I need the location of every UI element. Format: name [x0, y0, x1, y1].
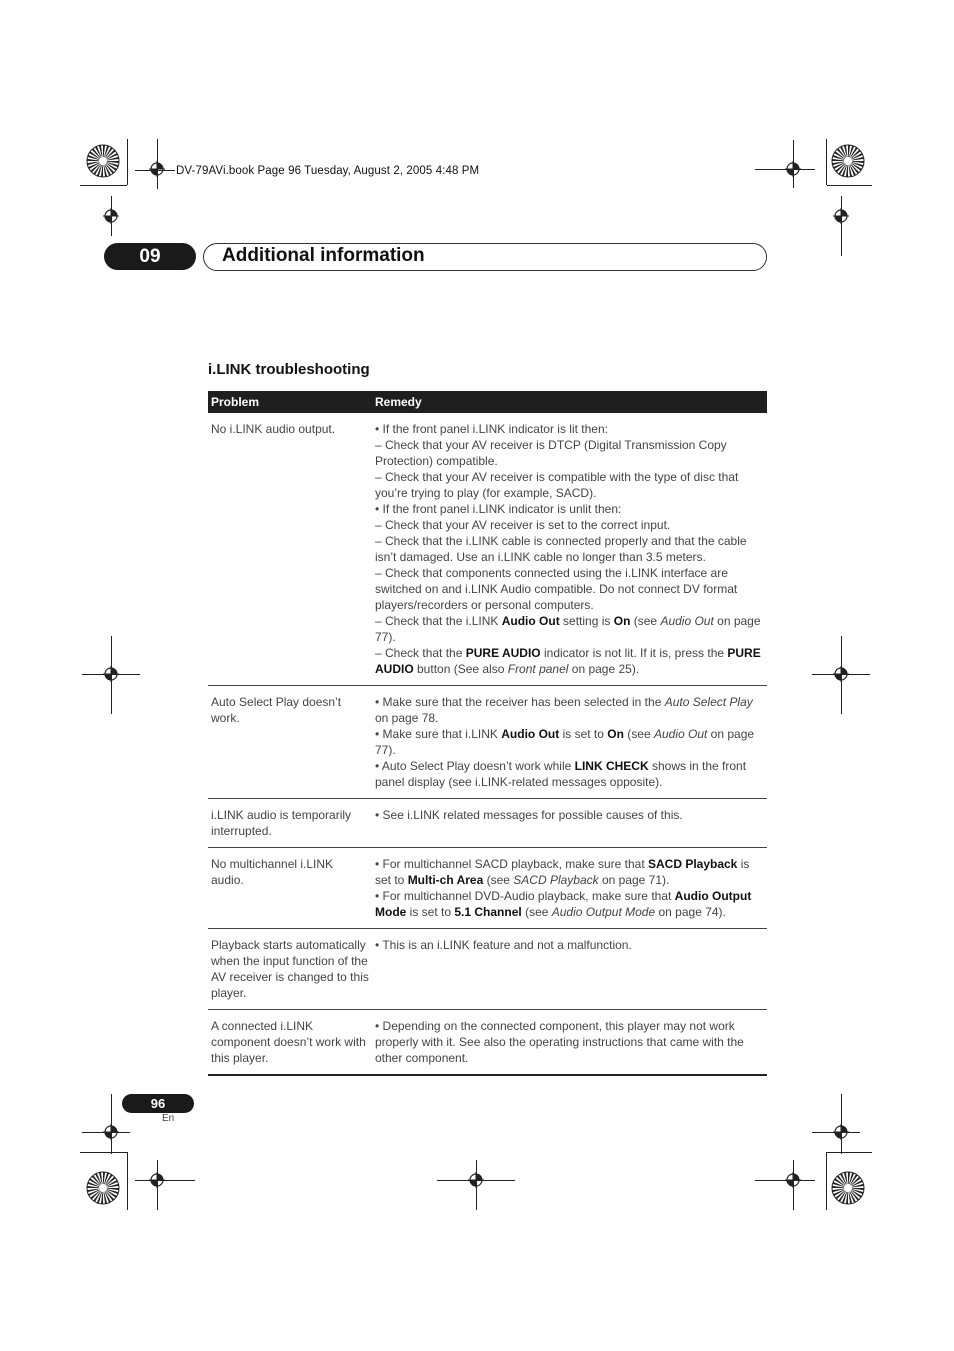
starburst-mark-icon	[831, 1171, 865, 1205]
remedy-text: • Make sure that i.LINK	[375, 727, 502, 741]
remedy-line	[375, 533, 764, 565]
bold-term: LINK CHECK	[574, 759, 649, 773]
remedy-text: on page 25).	[568, 662, 640, 676]
remedy-cell	[372, 413, 767, 686]
italic-reference: Auto Select Play	[664, 695, 753, 709]
remedy-line	[375, 888, 764, 920]
remedy-line	[375, 1018, 764, 1066]
bold-term: On	[613, 614, 631, 628]
registration-mark-icon	[833, 1124, 849, 1140]
registration-mark-icon	[785, 1172, 801, 1188]
remedy-text: (see	[623, 727, 654, 741]
remedy-text: (see	[483, 873, 514, 887]
starburst-mark-icon	[86, 144, 120, 178]
remedy-line	[375, 694, 764, 726]
table-row	[208, 848, 767, 929]
remedy-line	[375, 421, 764, 437]
remedy-text: • If the front panel i.LINK indicator is lit then:	[375, 422, 608, 436]
remedy-line	[375, 501, 764, 517]
remedy-text: on page 77).	[375, 614, 761, 644]
chapter-title-box	[203, 243, 767, 271]
remedy-text: – Check that components connected using the i.LINK interface are switched on and i.LINK Audio compatible. Do not connect DV format players/recorders or personal computers.	[375, 566, 738, 612]
registration-mark-icon	[149, 1172, 165, 1188]
remedy-line	[375, 758, 764, 790]
starburst-mark-icon	[831, 144, 865, 178]
italic-reference: Front panel	[507, 662, 569, 676]
remedy-text: (see	[630, 614, 661, 628]
remedy-text: • This is an i.LINK feature and not a malfunction.	[375, 938, 632, 952]
bold-term: 5.1 Channel	[454, 905, 522, 919]
bold-term: On	[607, 727, 624, 741]
bold-term: Multi-ch Area	[407, 873, 484, 887]
italic-reference: Audio Out	[660, 614, 714, 628]
remedy-line	[375, 856, 764, 888]
remedy-text: on page 71).	[598, 873, 670, 887]
remedy-text: is set to	[406, 905, 455, 919]
troubleshooting-table	[208, 391, 767, 1076]
problem-cell: i.LINK audio is temporarily interrupted.	[208, 799, 372, 848]
remedy-line	[375, 437, 764, 469]
bold-term: PURE AUDIO	[375, 646, 761, 676]
table-row	[208, 686, 767, 799]
page-number-badge: 96	[122, 1094, 194, 1113]
registration-mark-icon	[103, 1124, 119, 1140]
remedy-line	[375, 613, 764, 645]
italic-reference: Audio Output Mode	[551, 905, 656, 919]
registration-mark-icon	[103, 208, 119, 224]
remedy-line	[375, 807, 764, 823]
remedy-text: • Make sure that the receiver has been selected in the	[375, 695, 665, 709]
remedy-text: • For multichannel SACD playback, make sure that	[375, 857, 648, 871]
remedy-cell	[372, 1010, 767, 1076]
table-header-row	[208, 391, 767, 413]
problem-cell: Playback starts automatically when the input function of the AV receiver is changed to this player.	[208, 929, 372, 1010]
remedy-text: shows in the front panel display (see i.LINK-related messages opposite).	[375, 759, 747, 789]
table-row	[208, 1010, 767, 1076]
remedy-text: – Check that the i.LINK cable is connected properly and that the cable isn’t damaged. Use an i.LINK cable no longer than 3.5 meters.	[375, 534, 747, 564]
registration-mark-icon	[149, 161, 165, 177]
registration-mark-icon	[103, 666, 119, 682]
remedy-text: is set to	[559, 727, 608, 741]
remedy-cell	[372, 686, 767, 799]
registration-mark-icon	[833, 666, 849, 682]
problem-cell: Auto Select Play doesn’t work.	[208, 686, 372, 799]
chapter-number-badge: 09	[104, 243, 196, 270]
italic-reference: Audio Out	[653, 727, 708, 741]
remedy-cell	[372, 799, 767, 848]
remedy-line	[375, 517, 764, 533]
remedy-text: (see	[521, 905, 552, 919]
bold-term: PURE AUDIO	[465, 646, 541, 660]
remedy-text: • See i.LINK related messages for possible causes of this.	[375, 808, 683, 822]
registration-mark-icon	[833, 208, 849, 224]
remedy-text: • Auto Select Play doesn’t work while	[375, 759, 575, 773]
remedy-text: – Check that your AV receiver is DTCP (Digital Transmission Copy Protection) compatible.	[375, 438, 727, 468]
section-heading: i.LINK troubleshooting	[208, 361, 370, 378]
table-row	[208, 929, 767, 1010]
page-language-label: En	[162, 1113, 175, 1124]
remedy-line	[375, 565, 764, 613]
bold-term: Audio Out	[501, 614, 560, 628]
remedy-text: – Check that the	[375, 646, 466, 660]
italic-reference: SACD Playback	[513, 873, 599, 887]
remedy-text: – Check that your AV receiver is set to the correct input.	[375, 518, 671, 532]
remedy-text: – Check that your AV receiver is compatible with the type of disc that you’re trying to play (for example, SACD).	[375, 470, 739, 500]
remedy-text: • For multichannel DVD-Audio playback, make sure that	[375, 889, 675, 903]
bold-term: Audio Out	[501, 727, 560, 741]
registration-mark-icon	[785, 161, 801, 177]
remedy-text: on page 77).	[375, 727, 755, 757]
registration-mark-icon	[468, 1172, 484, 1188]
bold-term: SACD Playback	[647, 857, 738, 871]
problem-cell: No i.LINK audio output.	[208, 413, 372, 686]
bold-term: Audio Output Mode	[375, 889, 752, 919]
remedy-line	[375, 937, 764, 953]
remedy-text: setting is	[559, 614, 614, 628]
remedy-cell	[372, 848, 767, 929]
problem-cell: A connected i.LINK component doesn’t work with this player.	[208, 1010, 372, 1076]
chapter-title: Additional information	[222, 245, 425, 266]
table-row	[208, 799, 767, 848]
starburst-mark-icon	[86, 1171, 120, 1205]
remedy-line	[375, 645, 764, 677]
remedy-text: on page 78.	[375, 711, 439, 725]
table-row	[208, 413, 767, 686]
column-header-remedy: Remedy	[372, 391, 767, 413]
remedy-text: • Depending on the connected component, this player may not work properly with it. See also the operating instructions that came with the other component.	[375, 1019, 744, 1065]
remedy-text: indicator is not lit. If it is, press the	[540, 646, 728, 660]
remedy-text: button (See also	[413, 662, 508, 676]
remedy-cell	[372, 929, 767, 1010]
book-header-info: DV-79AVi.book Page 96 Tuesday, August 2, 2005 4:48 PM	[176, 165, 480, 177]
remedy-text: • If the front panel i.LINK indicator is unlit then:	[375, 502, 622, 516]
remedy-text: – Check that the i.LINK	[375, 614, 502, 628]
column-header-problem: Problem	[208, 391, 372, 413]
problem-cell: No multichannel i.LINK audio.	[208, 848, 372, 929]
remedy-line	[375, 726, 764, 758]
remedy-line	[375, 469, 764, 501]
remedy-text: is set to	[375, 857, 750, 887]
remedy-text: on page 74).	[655, 905, 726, 919]
